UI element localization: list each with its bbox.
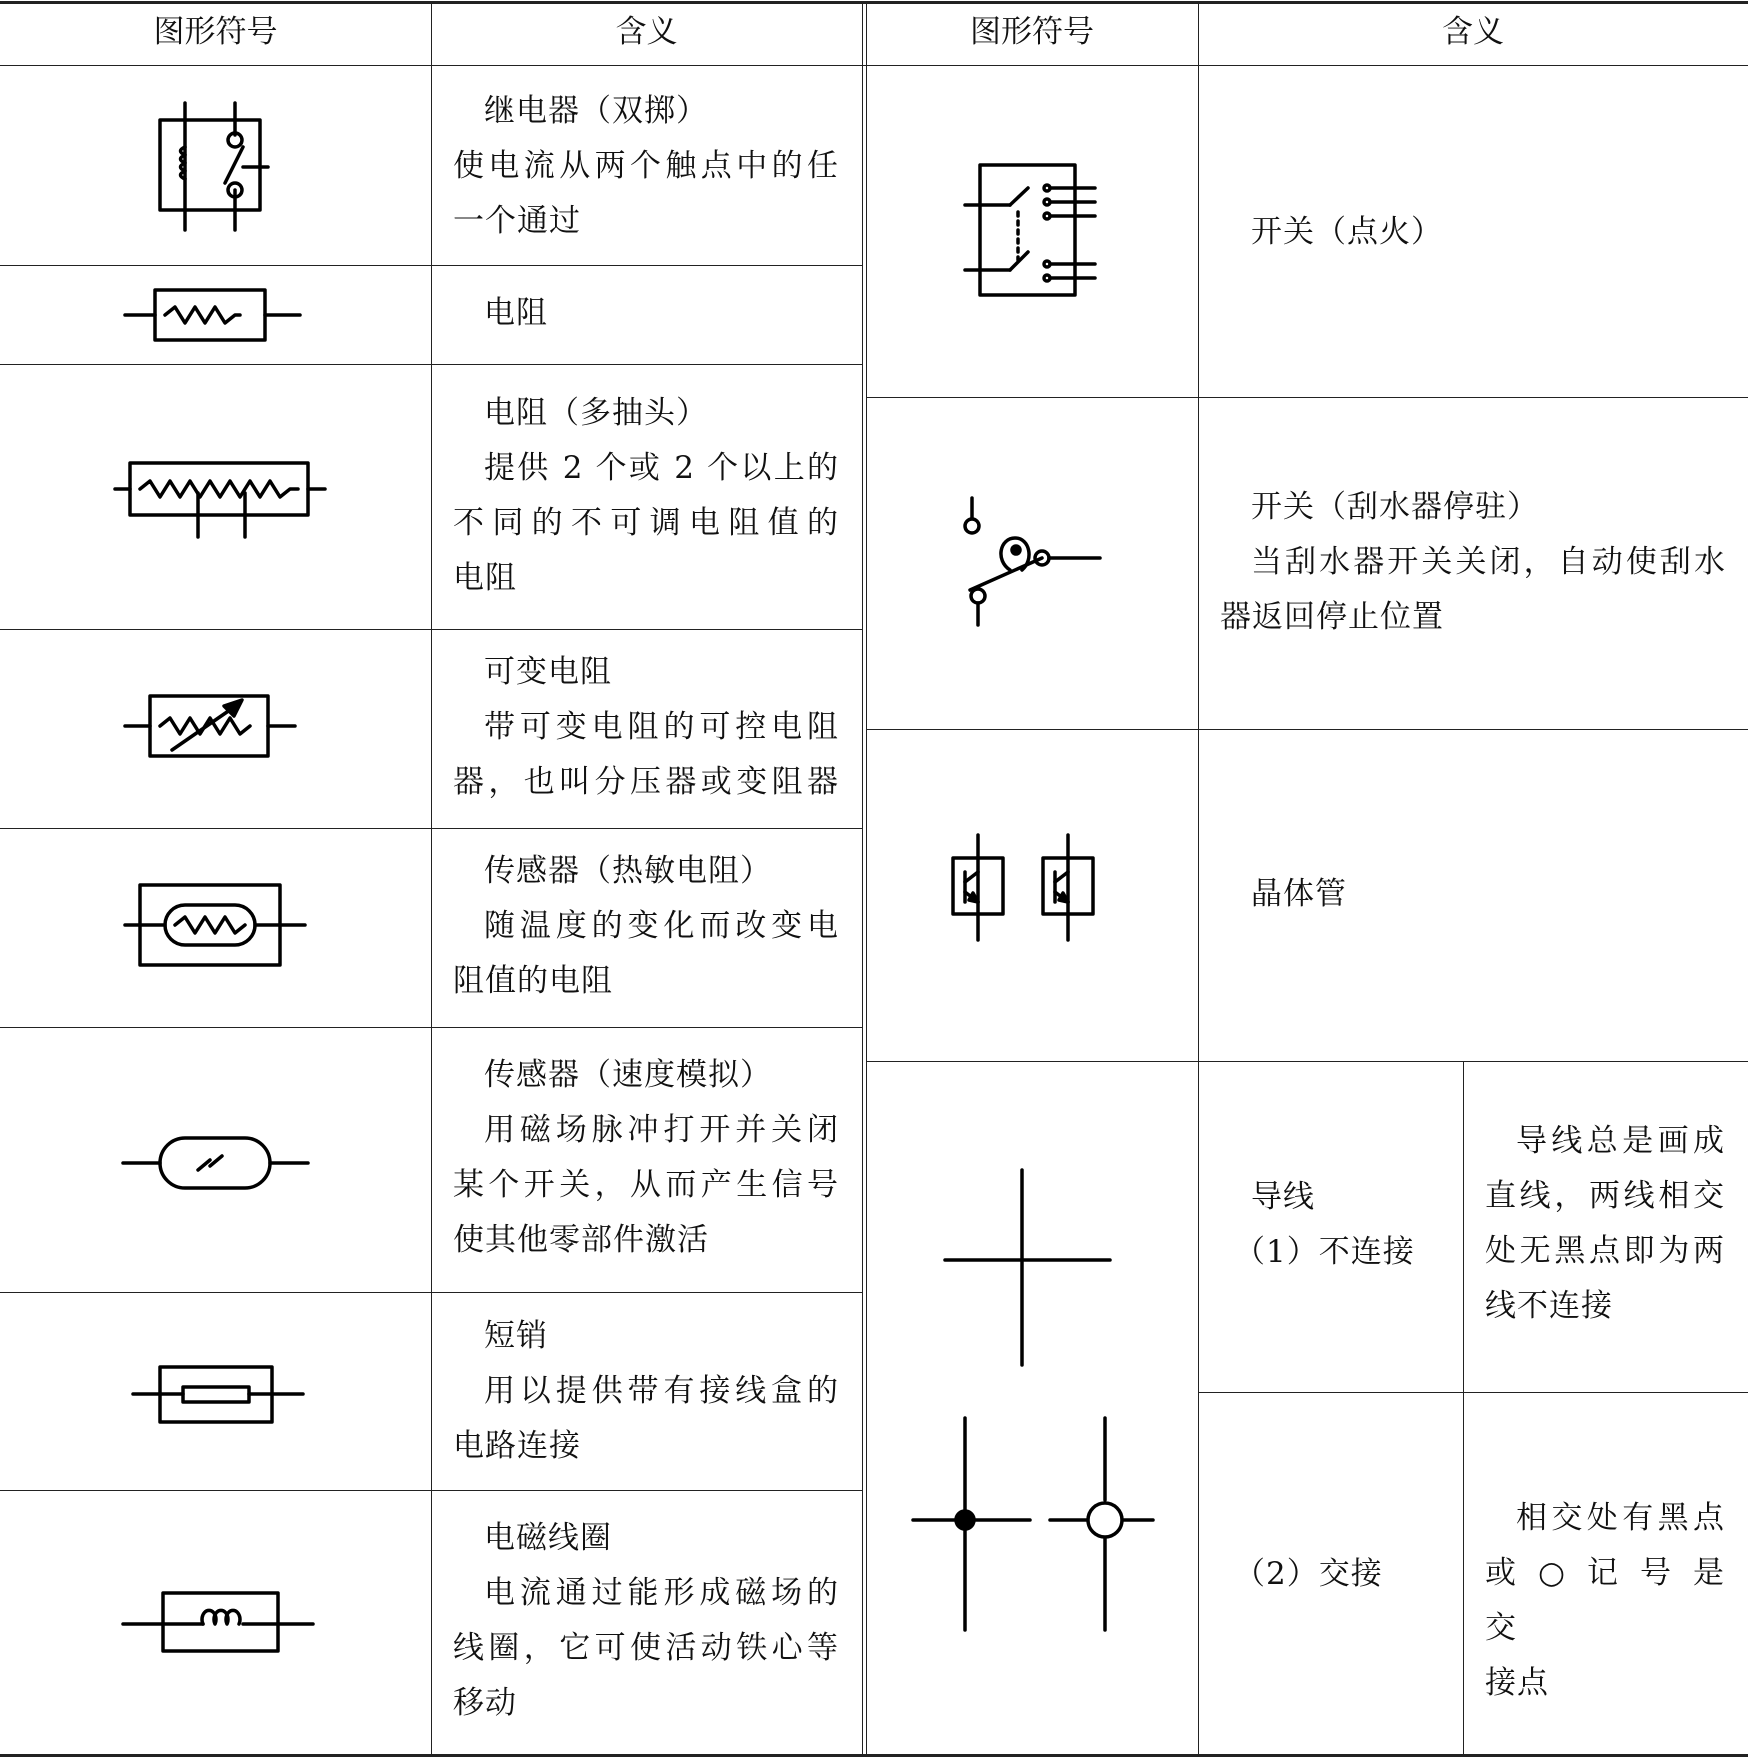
multi-tap-resistor-icon [110,455,330,545]
row-desc-line: 一个通过 [453,203,581,239]
row-transistor-text [1220,867,1726,922]
row-title: 电磁线圈 [484,1520,612,1556]
row-title: 晶体管 [1251,876,1347,912]
wiper-park-switch-icon [950,490,1110,630]
row-title: 电阻（多抽头） [484,395,708,431]
row-ignition-switch-text [1220,205,1726,260]
row-short-pin-text [453,1309,839,1474]
resistor-icon [120,285,310,345]
wire-crossing-not-connected-icon [940,1165,1120,1370]
row-desc-line: 电流通过能形成磁场的 [484,1575,839,1611]
note-line: 处无黑点即为两 [1485,1233,1725,1269]
short-pin-icon [128,1362,308,1427]
solenoid-coil-icon [118,1588,318,1658]
row-title: 传感器（速度模拟） [484,1057,772,1093]
row-wiper-switch-text [1220,480,1726,645]
note-line: 或 ○ 记 号 是 交 [1485,1555,1725,1646]
header-left-meaning: 含义 [615,14,678,50]
row-thermistor-text [453,844,839,1009]
row-desc-line: 线圈，它可使活动铁心等 [453,1630,839,1666]
note-line: 导线总是画成 [1516,1123,1725,1159]
row-desc-line: 移动 [453,1685,517,1721]
note-line: 接点 [1485,1665,1549,1701]
note-line: 直线，两线相交 [1485,1178,1725,1214]
row-desc-line: 带可变电阻的可控电阻 [484,709,839,745]
row-variable-resistor-text [453,645,839,810]
row-desc-line: 电路连接 [453,1428,581,1464]
wire-junction-circle-icon [1045,1410,1155,1635]
row-desc-line: 用以提供带有接线盒的 [484,1373,839,1409]
row-title: 开关（刮水器停驻） [1251,489,1539,525]
row-title: 传感器（热敏电阻） [484,853,772,889]
wire-title: 导线 [1251,1179,1315,1215]
wire-title-block [1220,1170,1460,1280]
row-solenoid-text [453,1511,839,1731]
row-title: 短销 [484,1318,548,1354]
variable-resistor-icon [120,688,300,763]
row-desc-line: 使电流从两个触点中的任 [453,148,839,184]
header-right-meaning: 含义 [1442,14,1504,50]
row-resistor-text [453,286,839,341]
row-speed-sensor-text [453,1048,839,1268]
row-desc-line: 当刮水器开关关闭，自动使刮水 [1251,544,1726,580]
row-desc-line: 使其他零部件激活 [453,1222,709,1258]
row-relay-text [453,84,839,249]
wire-not-connected-note [1485,1114,1725,1334]
row-desc-line: 不同的不可调电阻值的 [453,505,839,541]
row-desc-line: 提供 2 个或 2 个以上的 [484,450,839,486]
note-line: 相交处有黑点 [1516,1500,1725,1536]
wire-junction-dot-icon [905,1410,1035,1635]
transistor-icon [945,830,1105,945]
row-multitap-text [453,386,839,606]
row-desc-line: 电阻 [453,560,517,596]
wire-not-connected-label: （1）不连接 [1234,1234,1415,1270]
row-desc-line: 器返回停止位置 [1220,599,1444,635]
row-desc-line: 器，也叫分压器或变阻器 [453,764,839,800]
row-title: 电阻 [484,295,548,331]
note-line: 线不连接 [1485,1288,1613,1324]
wire-connected-label: （2）交接 [1234,1556,1383,1592]
header-right-symbol: 图形符号 [970,14,1094,50]
relay-double-throw-icon [140,95,290,240]
row-title: 继电器（双掷） [484,93,708,129]
row-desc-line: 阻值的电阻 [453,963,613,999]
row-desc-line: 某个开关，从而产生信号 [453,1167,839,1203]
row-desc-line: 用磁场脉冲打开并关闭 [484,1112,839,1148]
row-title: 开关（点火） [1251,214,1443,250]
header-left-symbol: 图形符号 [153,14,278,50]
wire-connected-label-block [1234,1547,1464,1602]
thermistor-sensor-icon [120,880,310,970]
speed-sensor-icon [118,1130,313,1200]
row-desc-line: 随温度的变化而改变电 [484,908,839,944]
wire-connected-note [1485,1491,1725,1711]
ignition-switch-icon [960,160,1110,300]
row-title: 可变电阻 [484,654,612,690]
